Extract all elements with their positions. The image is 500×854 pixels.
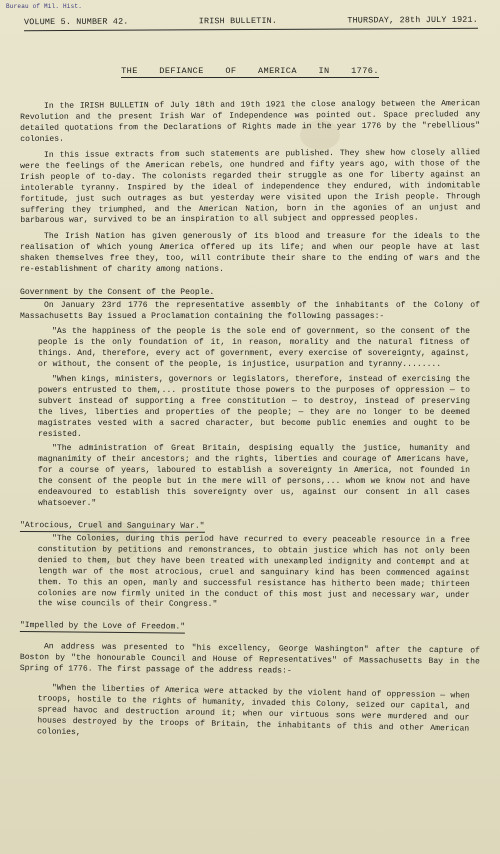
section-heading: Government by the Consent of the People. xyxy=(20,287,215,297)
section-intro: On January 23rd 1776 the representative assembly of the inhabitants of the Colony of Massachusetts Bay issued a Proclamation containing the following passages:- xyxy=(20,300,480,321)
body-paragraph: In this issue extracts from such statements are published. They shew how closely allied were the feelings of the American rebels, one hundred and fifty years ago, with those of the Irish people of to-day. The colonists regarded their struggle as one for liberty against an intolerable tyranny. Inspired by the ideal of independence they endured, with indomitable fortitude, just such outrages as but yesterday were visited upon the Irish people. Through suffering they triumphed, and the American Nation, born in the agonies of an unjust and barbarous war, survived to be an inspiration to all subject and oppressed peoples. xyxy=(20,147,481,226)
section-intro: An address was presented to "his excellency, George Washington" after the capture of Boston by "the honourable Council and House of Representatives" of Massachusetts Bay in the Spring of 1776. The first passage of the address reads:- xyxy=(19,642,480,676)
section-heading: "Atrocious, Cruel and Sanguinary War." xyxy=(19,520,205,531)
quote-paragraph: "The administration of Great Britain, despising equally the justice, humanity and magnanimity of their ancestors; and the rights, liberties and courage of Americans have, for a course of years, laboured to establish a sovereignty in America, not founded in the consent of the people but in the mere will of persons,... whom we know not and have endeavoured to establish this sovereignty over us, against our consent in all cases whatsoever." xyxy=(38,444,470,508)
archive-stamp: Bureau of Mil. Hist. xyxy=(6,3,83,10)
section-heading: "Impelled by the Love of Freedom." xyxy=(19,621,186,632)
bulletin-header xyxy=(24,11,478,31)
body-paragraph: The Irish Nation has given generously of its blood and treasure for the ideals to the realisation of which young America offered up its life; and when our people have at last shaken themselves free they, too, will contribute their share to the ending of wars and the re-establishment of charity among nations. xyxy=(20,231,480,274)
volume-number: VOLUME 5. NUMBER 42. xyxy=(23,16,129,28)
publication-name: IRISH BULLETIN. xyxy=(198,15,278,27)
quote-paragraph: "When kings, ministers, governors or legislators, therefore, instead of exercising the powers entrusted to them,... prostitute those powers to the purposes of oppression — to subvert instead of supporting a free constitution — to destroy, instead of preserving the lives, liberties and properties of the people; — they are no longer to be deemed magistrates vested with a sacred character, but become public enemies and ought to be resisted. xyxy=(38,375,470,439)
body-paragraph: In the IRISH BULLETIN of July 18th and 19th 1921 the close analogy between the American Revolution and the present Irish War of Independence was pointed out. Space precluded any detailed quotations from the Declarations of Rights made in the year 1776 by the "rebellious" colonies. xyxy=(20,99,481,144)
quote-paragraph: "When the liberties of America were attacked by the violent hand of oppression — when troops, hostile to the rights of humanity, invaded this Colony, seized our capital, and spread havoc and destruction around it; when our virtuous sons were murdered and our houses destroyed by the troops of Britain, the inhabitants of this and other American colonies, xyxy=(36,683,470,737)
issue-date: THURSDAY, 28th JULY 1921. xyxy=(347,14,479,26)
quote-paragraph: "The Colonies, during this period have recurred to every peaceable resource in a free constitution by petitions and remonstrances, to obtain justice which has not only been denied to them, but they have been treated with unexampled indignity and contempt and at length war of the most atrocious, cruel and sanguinary kind has been commenced against them. To this an open, manly and successful resistance has hitherto been made; thirteen colonies are now firmly united in the conduct of this most just and necessary war, under the wise councils of their Congress." xyxy=(37,534,470,610)
article-title: THE DEFIANCE OF AMERICA IN 1776. xyxy=(121,66,379,76)
quote-paragraph: "As the happiness of the people is the sole end of government, so the consent of the people is the only foundation of it, in reason, morality and the natural fitness of things. And, therefore, every act of government, every exercise of sovereignty, against, or without, the consent of the people, is injustice, usurpation and tyranny........ xyxy=(38,327,470,370)
